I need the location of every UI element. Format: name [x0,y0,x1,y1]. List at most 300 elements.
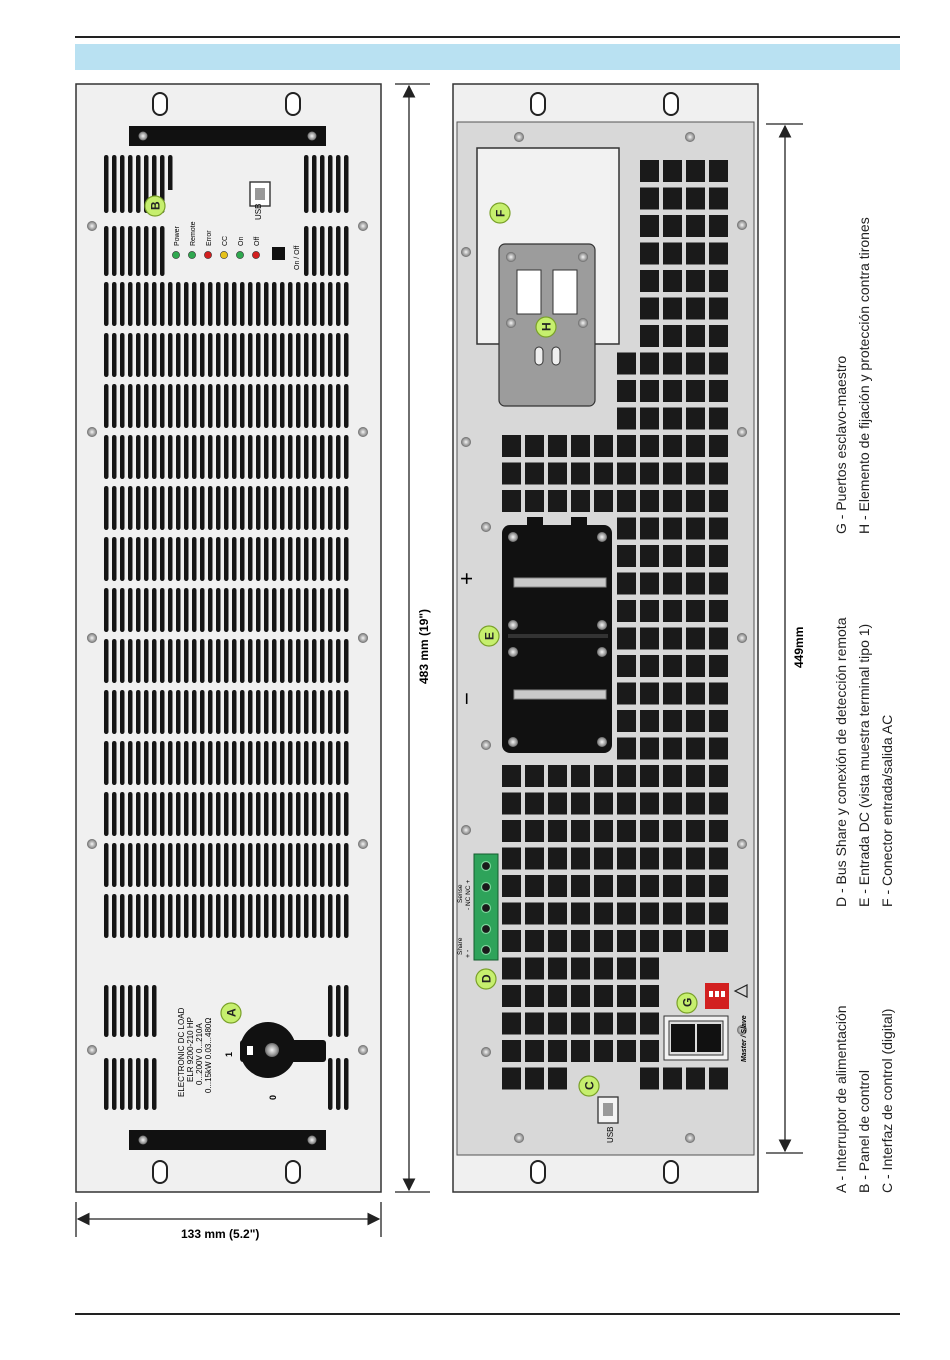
vent-slot [248,333,253,377]
vent-slot [272,690,277,734]
vent-slot [336,690,341,734]
vent-slot [344,226,349,276]
vent-square [640,1013,659,1035]
vent-square [571,793,590,815]
vent-slot [328,985,333,1037]
vent-slot [320,435,325,479]
vent-slot [120,486,125,530]
vent-slot [344,537,349,581]
vent-square [663,1068,682,1090]
vent-slot [304,843,309,887]
vent-slot [120,741,125,785]
legend-item-a: A - Interruptor de alimentación [833,1005,849,1193]
vent-slot [256,792,261,836]
vent-slot [184,843,189,887]
vent-slot [288,333,293,377]
vent-square [525,435,544,457]
marker-label-h: H [539,322,554,331]
vent-slot [272,384,277,428]
vent-slot [208,486,213,530]
vent-slot [328,226,333,276]
vent-slot [112,384,117,428]
vent-slot [104,226,109,276]
nameplate-line-1: ELECTRONIC DC LOAD [177,1007,186,1097]
vent-slot [336,226,341,276]
control-panel [168,182,301,270]
vent-square [640,353,659,375]
vent-square [525,930,544,952]
vent-square [663,820,682,842]
vent-square [663,848,682,870]
vent-slot [240,486,245,530]
vent-slot [144,792,149,836]
vent-slot [128,435,133,479]
vent-slot [176,384,181,428]
vent-square [594,985,613,1007]
vent-square [617,463,636,485]
dc-input-terminal[interactable] [502,517,612,753]
marker-label-b: B [148,201,163,210]
vent-slot [208,792,213,836]
marker-label-f: F [493,209,508,217]
vent-slot [176,639,181,683]
vent-slot [336,792,341,836]
vent-slot [248,894,253,938]
vent-slot [320,282,325,326]
vent-square [594,848,613,870]
vent-square [502,435,521,457]
led-label-error: Error [206,230,213,246]
vent-slot [176,894,181,938]
vent-square [686,848,705,870]
vent-slot [304,690,309,734]
vent-slot [104,690,109,734]
vent-slot [120,690,125,734]
vent-slot [144,435,149,479]
vent-square [663,738,682,760]
vent-square [709,738,728,760]
vent-slot [296,282,301,326]
vent-slot [200,792,205,836]
vent-square [617,738,636,760]
vent-slot [336,155,341,213]
vent-square [640,848,659,870]
nameplate-line-4: 0...15kW 0.03...480Ω [204,1017,213,1093]
dc-plus-symbol: + [454,572,479,585]
vent-slot [192,384,197,428]
vent-slot [232,384,237,428]
vent-slot [240,741,245,785]
vent-slot [184,639,189,683]
vent-slot [304,894,309,938]
vent-slot [336,486,341,530]
vent-square [686,710,705,732]
vent-slot [144,894,149,938]
vent-slot [280,588,285,632]
vent-slot [192,639,197,683]
vent-square [571,903,590,925]
vent-square [640,765,659,787]
vent-square [548,435,567,457]
vent-slot [160,690,165,734]
vent-slot [200,690,205,734]
vent-square [686,380,705,402]
vent-square [571,490,590,512]
vent-slot [256,741,261,785]
vent-square [640,738,659,760]
vent-slot [344,1058,349,1110]
vent-slot [312,894,317,938]
vent-square [686,325,705,347]
share-sense-connector[interactable] [474,854,498,960]
vent-slot [256,282,261,326]
vent-slot [160,639,165,683]
led-label-power: Power [174,226,181,246]
vent-slot [144,690,149,734]
vent-square [709,545,728,567]
vent-slot [328,435,333,479]
vent-slot [168,486,173,530]
vent-square [709,1068,728,1090]
vent-square [594,958,613,980]
vent-slot [208,843,213,887]
vent-square [686,435,705,457]
vent-slot [280,384,285,428]
vent-slot [272,333,277,377]
vent-slot [136,435,141,479]
vent-slot [192,741,197,785]
rear-usb-port[interactable] [598,1097,618,1123]
vent-slot [168,333,173,377]
vent-slot [104,985,109,1037]
vent-slot [136,537,141,581]
vent-slot [216,690,221,734]
vent-slot [328,384,333,428]
vent-square [663,545,682,567]
vent-slot [256,588,261,632]
vent-slot [240,333,245,377]
master-slave-label: Master / Slave [741,1015,748,1062]
vent-square [571,875,590,897]
vent-slot [248,741,253,785]
vent-slot [328,690,333,734]
marker-label-g: G [680,997,695,1007]
vent-slot [264,435,269,479]
vent-square [525,985,544,1007]
vent-square [663,408,682,430]
vent-slot [184,486,189,530]
vent-slot [296,486,301,530]
vent-slot [328,843,333,887]
vent-slot [248,384,253,428]
vent-slot [264,588,269,632]
vent-square [709,435,728,457]
vent-slot [152,333,157,377]
vent-square [663,298,682,320]
vent-slot [328,1058,333,1110]
vent-slot [112,985,117,1037]
vent-slot [304,333,309,377]
vent-square [686,490,705,512]
vent-slot [200,639,205,683]
vent-slot [104,435,109,479]
vent-square [709,930,728,952]
vent-square [525,958,544,980]
vent-slot [280,486,285,530]
rear-usb-label: USB [606,1126,615,1143]
vent-slot [224,792,229,836]
vent-slot [176,588,181,632]
vent-slot [120,226,125,276]
vent-square [548,985,567,1007]
vent-slot [136,1058,141,1110]
vent-slot [144,985,149,1037]
vent-square [640,463,659,485]
vent-slot [184,384,189,428]
vent-slot [320,792,325,836]
vent-slot [312,792,317,836]
vent-slot [184,333,189,377]
vent-slot [328,792,333,836]
vent-slot [160,741,165,785]
vent-square [548,958,567,980]
vent-square [640,215,659,237]
vent-slot [280,843,285,887]
vent-slot [168,792,173,836]
vent-square [640,243,659,265]
vent-slot [184,588,189,632]
vent-slot [344,282,349,326]
vent-slot [256,690,261,734]
vent-square [617,380,636,402]
vent-square [617,765,636,787]
vent-square [617,875,636,897]
vent-slot [128,741,133,785]
vent-slot [112,843,117,887]
vent-square [502,1013,521,1035]
vent-square [640,325,659,347]
vent-slot [288,792,293,836]
vent-square [617,353,636,375]
vent-slot [232,741,237,785]
onoff-button[interactable] [272,247,285,260]
vent-slot [112,282,117,326]
led-label-off: Off [254,236,261,246]
vent-square [640,628,659,650]
front-usb-label: USB [254,203,263,220]
vent-square [525,1013,544,1035]
width-dimension-label: 133 mm (5.2") [181,1227,260,1241]
vent-square [502,1068,521,1090]
vent-slot [160,226,165,276]
vent-slot [160,384,165,428]
led-off [252,251,259,258]
vent-slot [272,639,277,683]
vent-square [663,655,682,677]
vent-slot [208,384,213,428]
vent-slot [200,333,205,377]
vent-square [571,930,590,952]
vent-square [686,463,705,485]
vent-slot [112,639,117,683]
led-power [172,251,179,258]
vent-slot [256,843,261,887]
vent-slot [272,588,277,632]
vent-square [709,875,728,897]
vent-slot [192,282,197,326]
vent-square [686,215,705,237]
vent-slot [120,588,125,632]
vent-slot [280,282,285,326]
vent-slot [120,792,125,836]
vent-slot [272,792,277,836]
vent-slot [184,792,189,836]
vent-slot [248,537,253,581]
vent-square [594,1040,613,1062]
vent-square [640,985,659,1007]
vent-square [525,903,544,925]
vent-slot [136,639,141,683]
vent-slot [280,435,285,479]
vent-slot [128,226,133,276]
vent-slot [336,384,341,428]
vent-slot [176,435,181,479]
vent-square [617,435,636,457]
vent-slot [128,384,133,428]
vent-square [640,1040,659,1062]
vent-slot [152,690,157,734]
vent-slot [160,486,165,530]
vent-square [571,820,590,842]
vent-square [640,490,659,512]
vent-slot [120,843,125,887]
vent-slot [152,1058,157,1110]
vent-slot [208,435,213,479]
vent-slot [112,690,117,734]
vent-square [594,765,613,787]
vent-square [686,298,705,320]
vent-slot [128,639,133,683]
vent-square [663,325,682,347]
vent-slot [152,282,157,326]
vent-slot [120,537,125,581]
vent-slot [168,741,173,785]
vent-slot [232,843,237,887]
vent-slot [224,741,229,785]
vent-slot [256,333,261,377]
vent-square [709,408,728,430]
legend-item-e: E - Entrada DC (vista muestra terminal tipo 1) [856,623,872,907]
vent-square [686,160,705,182]
vent-slot [160,588,165,632]
vent-square [594,435,613,457]
vent-square [617,848,636,870]
vent-slot [224,333,229,377]
vent-slot [112,435,117,479]
vent-slot [176,690,181,734]
vent-slot [144,1058,149,1110]
dc-minus-symbol: − [454,692,479,705]
marker-label-d: D [479,974,494,983]
vent-slot [264,384,269,428]
vent-slot [256,384,261,428]
vent-square [525,1040,544,1062]
vent-square [525,463,544,485]
vent-square [686,408,705,430]
vent-square [686,243,705,265]
vent-slot [144,588,149,632]
vent-square [617,710,636,732]
vent-slot [336,985,341,1037]
marker-label-e: E [482,631,497,640]
vent-square [594,463,613,485]
vent-slot [248,486,253,530]
vent-slot [328,894,333,938]
vent-slot [104,486,109,530]
vent-square [663,188,682,210]
vent-slot [200,894,205,938]
vent-slot [240,282,245,326]
vent-slot [184,435,189,479]
vent-slot [288,690,293,734]
vent-slot [240,435,245,479]
vent-slot [304,486,309,530]
vent-square [663,600,682,622]
vent-square [502,903,521,925]
vent-slot [304,155,309,213]
vent-slot [168,435,173,479]
vent-slot [320,486,325,530]
vent-slot [320,639,325,683]
vent-square [640,793,659,815]
vent-slot [224,843,229,887]
vent-square [640,958,659,980]
vent-square [525,1068,544,1090]
vent-square [502,1040,521,1062]
power-switch[interactable] [158,990,326,1128]
vent-slot [344,985,349,1037]
vent-slot [312,226,317,276]
vent-slot [344,333,349,377]
vent-slot [152,792,157,836]
vent-slot [168,843,173,887]
vent-slot [136,486,141,530]
vent-slot [312,282,317,326]
vent-square [502,765,521,787]
vent-slot [264,486,269,530]
vent-slot [136,384,141,428]
vent-slot [192,894,197,938]
vent-slot [192,792,197,836]
vent-square [709,793,728,815]
vent-slot [336,435,341,479]
vent-slot [152,741,157,785]
vent-slot [304,435,309,479]
vent-slot [224,435,229,479]
vent-slot [232,639,237,683]
vent-slot [256,435,261,479]
vent-slot [168,690,173,734]
vent-slot [344,894,349,938]
vent-slot [160,894,165,938]
vent-square [640,188,659,210]
vent-slot [112,792,117,836]
vent-slot [320,384,325,428]
vent-slot [192,843,197,887]
vent-slot [312,435,317,479]
vent-slot [320,843,325,887]
vent-square [709,600,728,622]
